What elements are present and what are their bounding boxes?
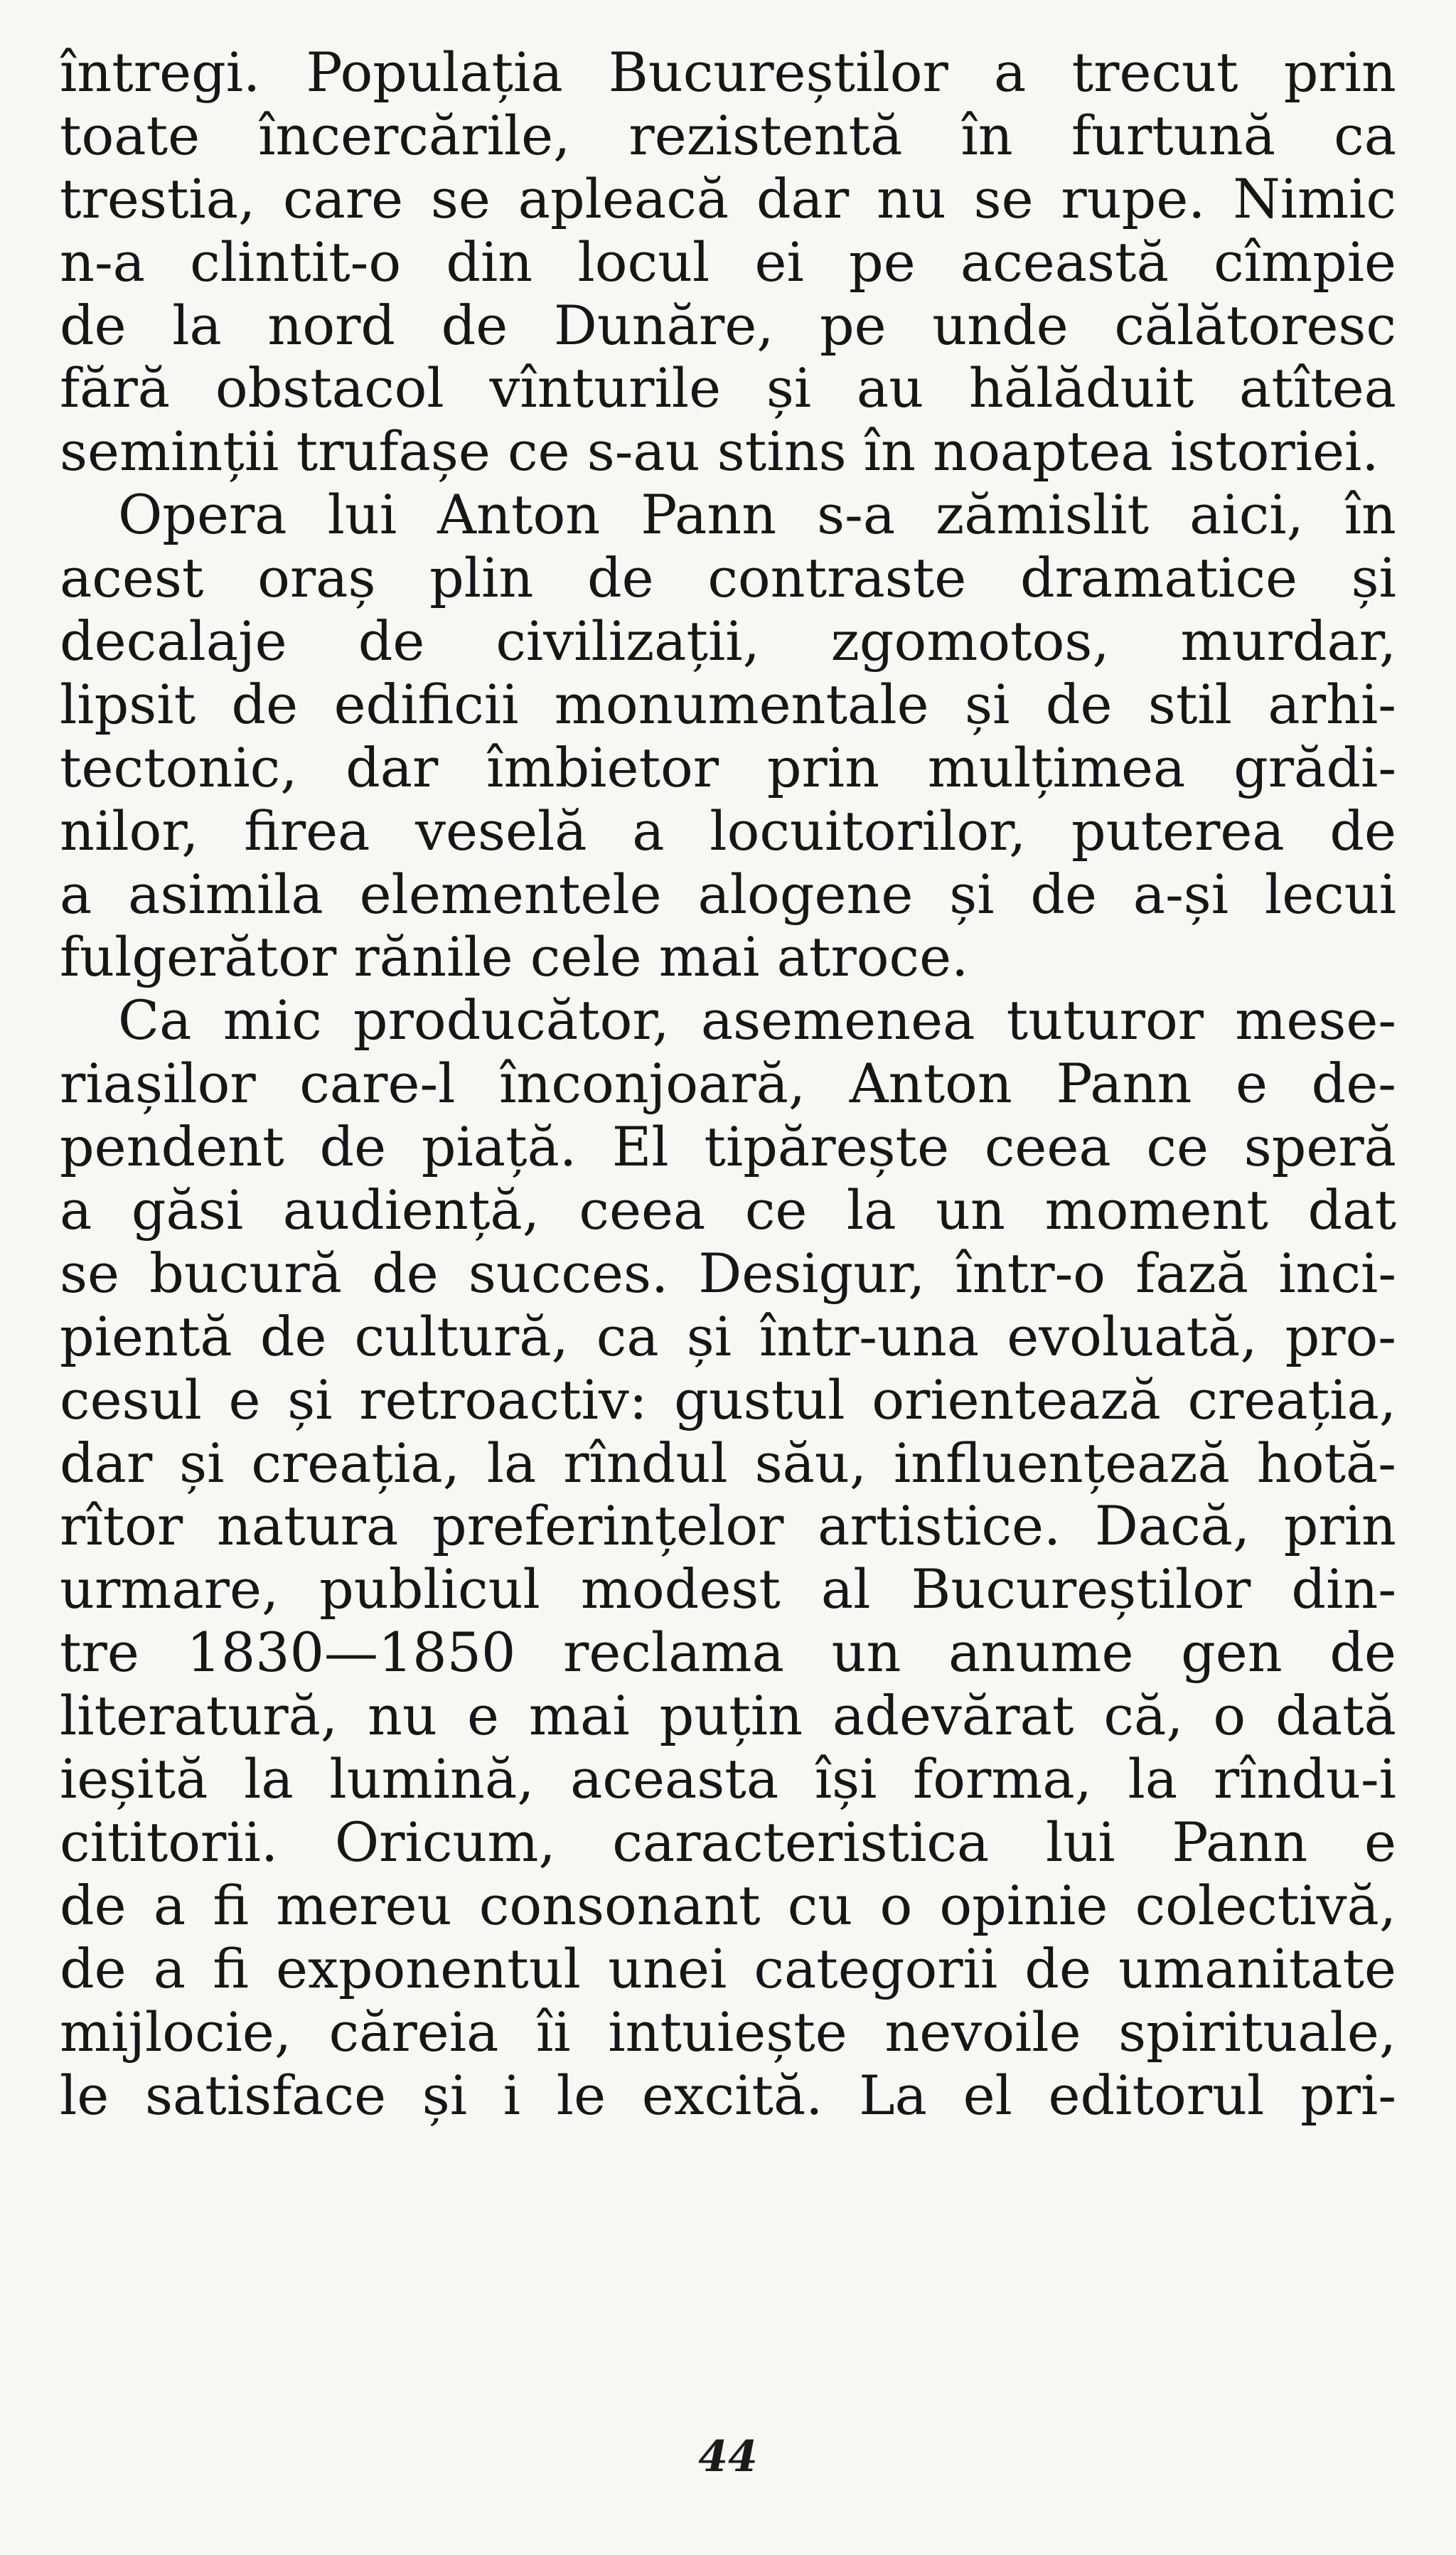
text-line: le satisface și i le excită. La el editorul pri- xyxy=(60,2064,1396,2127)
text-line: toate încercările, rezistentă în furtună ca xyxy=(60,104,1396,167)
text-line: n-a clintit-o din locul ei pe această cîmpie xyxy=(60,230,1396,294)
text-line: a găsi audiență, ceea ce la un moment dat xyxy=(60,1179,1396,1242)
text-line: mijlocie, căreia îi intuiește nevoile spirituale, xyxy=(60,2000,1396,2064)
text-line: urmare, publicul modest al Bucureștilor din- xyxy=(60,1558,1396,1621)
text-line: trestia, care se apleacă dar nu se rupe. Nimic xyxy=(60,167,1396,230)
paragraph-start-line: Ca mic producător, asemenea tuturor mese- xyxy=(118,989,1396,1052)
text-line: acest oraș plin de contraste dramatice și xyxy=(60,547,1396,610)
text-line: a asimila elementele alogene și de a-și lecui xyxy=(60,863,1396,926)
text-line: seminții trufașe ce s-au stins în noaptea istoriei. xyxy=(60,420,1379,484)
text-line: se bucură de succes. Desigur, într-o fază inci- xyxy=(60,1242,1396,1305)
paragraph-start-line: Opera lui Anton Pann s-a zămislit aici, în xyxy=(118,484,1396,547)
body-text xyxy=(60,41,1396,2127)
text-line: lipsit de edificii monumentale și de stil arhi- xyxy=(60,673,1396,736)
text-line: fără obstacol vînturile și au hălăduit atîtea xyxy=(60,357,1396,420)
text-line: tectonic, dar îmbietor prin mulțimea grădi- xyxy=(60,736,1396,799)
text-line: nilor, firea veselă a locuitorilor, puterea de xyxy=(60,799,1396,863)
text-line: literatură, nu e mai puțin adevărat că, o dată xyxy=(60,1685,1396,1748)
text-line: fulgerător rănile cele mai atroce. xyxy=(60,926,969,989)
text-line: întregi. Populația Bucureștilor a trecut prin xyxy=(60,41,1396,104)
text-line: de a fi mereu consonant cu o opinie colectivă, xyxy=(60,1874,1396,1937)
text-line: riașilor care-l înconjoară, Anton Pann e de- xyxy=(60,1052,1396,1116)
text-line: decalaje de civilizații, zgomotos, murdar, xyxy=(60,610,1396,673)
text-line: cesul e și retroactiv: gustul orientează creația, xyxy=(60,1368,1396,1431)
text-line: cititorii. Oricum, caracteristica lui Pann e xyxy=(60,1810,1396,1874)
text-line: tre 1830—1850 reclama un anume gen de xyxy=(60,1621,1396,1685)
text-line: rîtor natura preferințelor artistice. Dacă, prin xyxy=(60,1495,1396,1558)
text-line: de la nord de Dunăre, pe unde călătoresc xyxy=(60,294,1396,357)
text-line: dar și creația, la rîndul său, influențează hotă- xyxy=(60,1431,1396,1495)
page-number: 44 xyxy=(698,2432,758,2482)
text-line: pendent de piață. El tipărește ceea ce speră xyxy=(60,1116,1396,1179)
text-line: ieșită la lumină, aceasta își forma, la rîndu-i xyxy=(60,1748,1396,1811)
text-line: de a fi exponentul unei categorii de umanitate xyxy=(60,1937,1396,2000)
text-line: pientă de cultură, ca și într-una evoluată, pro- xyxy=(60,1305,1396,1368)
